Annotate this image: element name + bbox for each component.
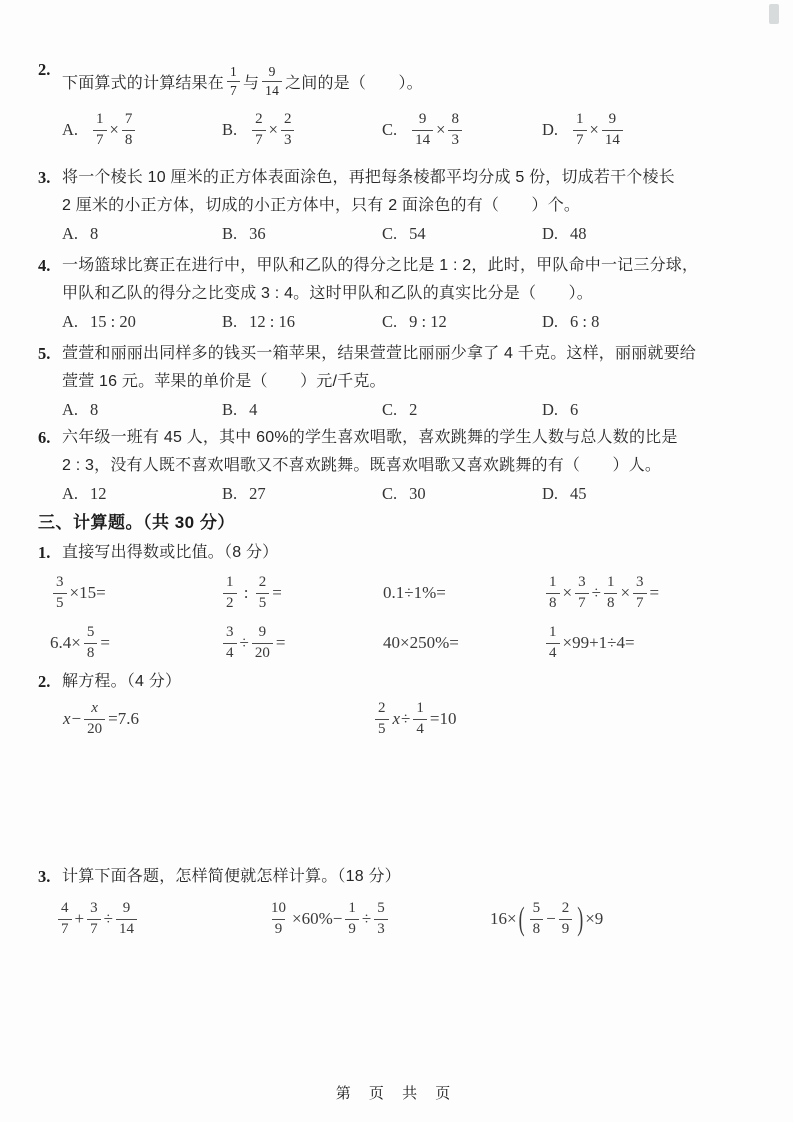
option-value: 48 [570, 224, 587, 243]
question-2-option-b [222, 112, 382, 148]
expression-quarter-x99: $\frac{1}{4}$ ×99+1÷4= [543, 625, 635, 661]
option-label: B. [222, 484, 238, 503]
expression-ratio-1-2-to-2-5: $\frac{1}{2}$ : $\frac{2}{5}$ = [220, 575, 383, 611]
subquestion-3-number: 3. [38, 867, 51, 886]
question-4 [38, 252, 738, 336]
option-label: D. [542, 484, 559, 503]
option-value: $\frac{2}{7}$ × $\frac{2}{3}$ [249, 112, 297, 148]
question-5 [38, 340, 738, 424]
question-3-number: 3. [38, 168, 51, 187]
question-6 [38, 424, 738, 508]
question-5-stem-line-2: 萱萱 16 元。苹果的单价是（ ）元/千克。 [62, 373, 386, 390]
option-label: D. [542, 400, 559, 419]
option-value: 45 [570, 484, 587, 503]
oral-calculation-row-2 [50, 618, 738, 668]
oral-calculation-row-1 [50, 568, 738, 618]
option-label: B. [222, 120, 238, 139]
question-4-number: 4. [38, 256, 51, 275]
question-3-option-c [382, 224, 542, 244]
option-value: 2 [409, 400, 418, 419]
option-value: $\frac{9}{14}$ × $\frac{8}{3}$ [409, 112, 465, 148]
option-label: A. [62, 312, 79, 331]
option-label: C. [382, 400, 398, 419]
question-5-option-b [222, 400, 382, 420]
question-3-option-a [62, 224, 222, 244]
option-label: C. [382, 224, 398, 243]
option-value: 12 [90, 484, 107, 503]
option-label: A. [62, 484, 79, 503]
question-2-option-a [62, 112, 222, 148]
simplify-expression-row [55, 892, 738, 946]
subquestion-1-number: 1. [38, 543, 51, 562]
simplify-expression-3: 16× ( $\frac{5}{8}$ − $\frac{2}{9}$ ) ×9 [490, 900, 604, 937]
subquestion-2-title: 解方程。（4 分） [62, 673, 182, 690]
option-value: 6 : 8 [570, 312, 600, 331]
question-6-stem-line-1: 六年级一班有 45 人，其中 60%的学生喜欢唱歌，喜欢跳舞的学生人数与总人数的比是 [62, 429, 678, 446]
option-label: A. [62, 400, 79, 419]
question-2-option-d [542, 112, 626, 148]
option-value: 54 [409, 224, 426, 243]
expression-eighth-chain: $\frac{1}{8}$ × $\frac{3}{7}$ ÷ $\frac{1}{8}$ × $\frac{3}{7}$ = [543, 575, 659, 611]
option-value: 15 : 20 [90, 312, 136, 331]
question-6-option-b [222, 484, 382, 504]
option-value: 9 : 12 [409, 312, 447, 331]
option-label: B. [222, 312, 238, 331]
option-value: 27 [249, 484, 266, 503]
question-6-stem-line-2: 2 : 3，没有人既不喜欢唱歌又不喜欢跳舞。既喜欢唱歌又喜欢跳舞的有（ ）人。 [62, 457, 662, 474]
question-3 [38, 164, 738, 248]
subquestion-1-heading [38, 538, 738, 568]
option-label: C. [382, 484, 398, 503]
option-label: D. [542, 120, 559, 139]
question-3-options [62, 220, 738, 248]
simplify-expression-1: $\frac{4}{7}$ + $\frac{3}{7}$ ÷ $\frac{9}{14}$ [55, 901, 265, 937]
option-value: 12 : 16 [249, 312, 295, 331]
question-5-options [62, 396, 738, 424]
question-4-option-c [382, 312, 542, 332]
question-5-option-a [62, 400, 222, 420]
scan-artifact-mark [769, 4, 779, 24]
question-5-number: 5. [38, 344, 51, 363]
subquestion-2-heading [38, 668, 738, 696]
question-4-stem-line-1: 一场篮球比赛正在进行中，甲队和乙队的得分之比是 1 : 2，此时，甲队命中一记三分球， [62, 257, 699, 274]
question-5-option-d [542, 400, 578, 420]
expression-6point4-x-5-8: 6.4× $\frac{5}{8}$ = [50, 624, 110, 661]
equation-1: x − $\frac{x}{20}$ =7.6 [63, 700, 139, 737]
subquestion-3-heading [38, 862, 738, 892]
question-4-stem-line-2: 甲队和乙队的得分之比变成 3 : 4。这时甲队和乙队的真实比分是（ ）。 [62, 285, 593, 302]
expression-3-5x15: $\frac{3}{5}$ ×15= [50, 575, 220, 611]
question-6-option-a [62, 484, 222, 504]
question-5-stem-line-1: 萱萱和丽丽出同样多的钱买一箱苹果，结果萱萱比丽丽少拿了 4 千克。这样，丽丽就要给 [62, 345, 696, 362]
simplify-expression-2: $\frac{10}{9}$ ×60%− $\frac{1}{9}$ ÷ $\frac{5}{3}$ [265, 901, 490, 937]
question-3-stem-line-1: 将一个棱长 10 厘米的正方体表面涂色，再把每条棱都平均分成 5 份，切成若干个棱长 [62, 169, 675, 186]
equation-row [62, 696, 738, 742]
option-value: 4 [249, 400, 258, 419]
option-value: 8 [90, 400, 99, 419]
question-2-number: 2. [38, 60, 51, 79]
question-4-option-a [62, 312, 222, 332]
question-4-option-d [542, 312, 599, 332]
option-value: $\frac{1}{7}$ × $\frac{9}{14}$ [570, 112, 626, 148]
option-value: 6 [570, 400, 579, 419]
option-label: A. [62, 224, 79, 243]
equation-2: $\frac{2}{5}$ x ÷ $\frac{1}{4}$ =10 [372, 701, 456, 737]
option-label: B. [222, 400, 238, 419]
option-label: A. [62, 120, 79, 139]
option-label: D. [542, 312, 559, 331]
question-6-number: 6. [38, 428, 51, 447]
option-value: 36 [249, 224, 266, 243]
expression-40x250pct: 40×250%= [383, 633, 459, 652]
question-2 [38, 56, 738, 154]
expression-3-4-div-9-20: $\frac{3}{4}$ ÷ $\frac{9}{20}$ = [220, 625, 383, 661]
question-5-option-c [382, 400, 542, 420]
subquestion-1-title: 直接写出得数或比值。（8 分） [62, 544, 279, 561]
question-6-option-c [382, 484, 542, 504]
question-3-option-d [542, 224, 587, 244]
option-value: $\frac{1}{7}$ × $\frac{7}{8}$ [90, 112, 138, 148]
subquestion-2-number: 2. [38, 672, 51, 691]
question-2-options [62, 106, 738, 154]
option-label: C. [382, 312, 398, 331]
option-label: B. [222, 224, 238, 243]
question-6-option-d [542, 484, 587, 504]
question-2-option-c [382, 112, 542, 148]
page-footer: 第 页 共 页 [335, 1085, 458, 1102]
option-label: D. [542, 224, 559, 243]
question-3-stem-line-2: 2 厘米的小正方体，切成的小正方体中，只有 2 面涂色的有（ ）个。 [62, 197, 581, 214]
option-label: C. [382, 120, 398, 139]
option-value: 30 [409, 484, 426, 503]
question-6-options [62, 480, 738, 508]
question-3-option-b [222, 224, 382, 244]
question-4-options [62, 308, 738, 336]
expression-0point1-div-1pct: 0.1÷1%= [383, 583, 446, 602]
option-value: 8 [90, 224, 99, 243]
question-4-option-b [222, 312, 382, 332]
question-2-stem: 下面算式的计算结果在 $\frac{1}{7}$ 与 $\frac{9}{14}$ 之间的是（ ）。 [62, 63, 423, 98]
subquestion-3-title: 计算下面各题，怎样简便就怎样计算。（18 分） [62, 868, 401, 885]
section-3-heading: 三、计算题。（共 30 分） [38, 513, 235, 532]
